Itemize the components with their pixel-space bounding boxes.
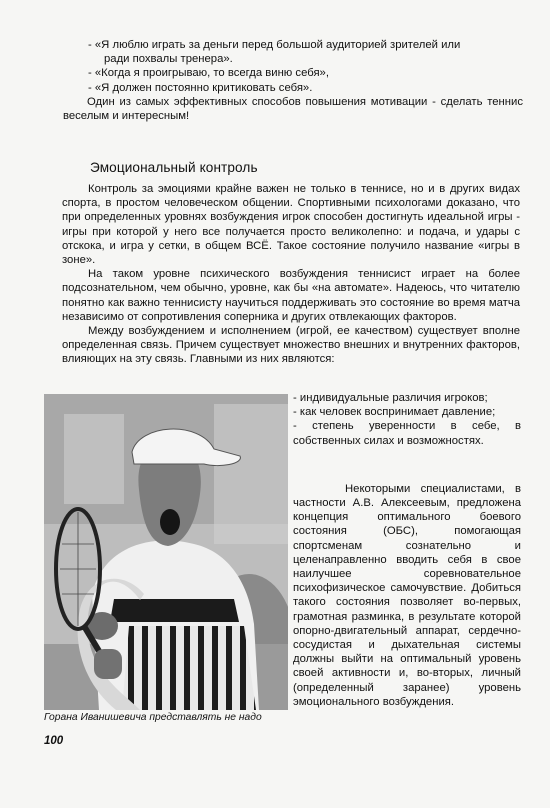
factor-list-item: - как человек воспринимает давление; [293,406,496,419]
page-number: 100 [44,735,64,747]
intro-quote-item: - «Я люблю играть за деньги перед большой аудиторией зрителей или [88,39,461,51]
intro-quote-item: - «Я должен постоянно критиковать себя». [88,81,313,94]
section-title: Эмоциональный контроль [90,160,258,176]
intro-quote-list [63,38,528,123]
factor-list-item: - степень уверенности в себе, в собственных силах и возможностях. [293,420,521,447]
intro-quote-item: - «Когда я проигрываю, то всегда виню себя», [88,67,329,80]
intro-closing-sentence: Один из самых эффективных способов повышения мотивации - сделать теннис веселым и интересным! [63,95,523,123]
tennis-player-photo [44,394,288,710]
player-photo-drawing [44,394,288,710]
intro-quote-item-continuation: ради похвалы тренера». [104,53,233,66]
photo-caption: Горана Иванишевича представлять не надо [44,712,262,723]
right-column [293,391,521,709]
body-paragraph: Контроль за эмоциями крайне важен не только в теннисе, но и в других видах спорта, в простом человеческом общении. Спортивными психологами доказано, что при определенных уровнях возбуждения игрок способен достигнуть идеальной игры - игры при которой у него все получается просто великолепно: и подача, и удары с отскока, и игра у сетки, в общем ВСЁ. Такое состояние получило название «игры в зоне». [62,183,520,267]
main-text-block [62,182,520,367]
body-paragraph: Некоторыми специалистами, в частности А.В. Алексеевым, предложена концепция оптимального боевого состояния (ОБС), помогающая спортсменам сознательно и целенаправленно вводить себя в свое наилучшее соревновательное психофизическое самочувствие. Добиться такого состояния позволяет во-первых, грамотная разминка, в результате которой опорно-двигательный аппарат, сердечно-сосудистая и дыхательная системы должны выйти на оптимальный уровень своей активности и, во-вторых, личный (определенный заранее) уровень эмоционального возбуждения. [293,482,521,708]
body-paragraph: Между возбуждением и исполнением (игрой, ее качеством) существует вполне определенная связь. Причем существует множество внешних и внутренних факторов, влияющих на эту связь. Главными из них являются: [62,325,520,366]
body-paragraph: На таком уровне психического возбуждения теннисист играет на более подсознательном, чем обычно, уровне, как бы «на автомате». Надеюсь, что читателю понятно как важно теннисисту научиться поддерживать это состояние во время матча независимо от сопротивления соперника и других отвлекающих факторов. [62,268,520,323]
factor-list-item: - индивидуальные различия игроков; [293,392,488,404]
